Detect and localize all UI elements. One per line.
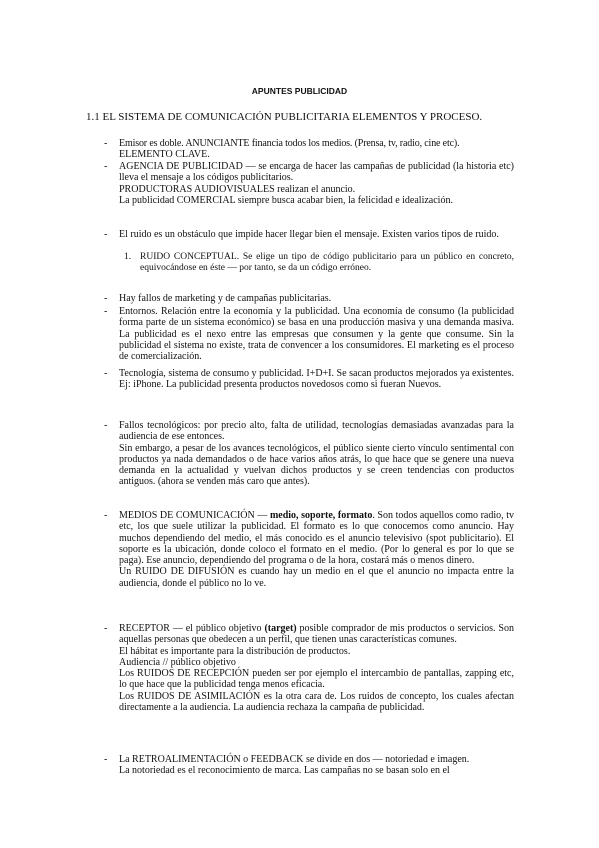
text-rest: . Son todos aquellos como radio, tv etc, los que suele utilizar la publicidad. El formato es lo que conocemos como anuncio. Hay muchos dependiendo del medio, el más conocido es el anuncio televisivo (spot publicitario). El soporte es la ubicación, donde coloco el formato en el medio. (Por lo general es por lo que se paga). Ese anuncio, dependiendo del programa o de la hora, costará más o menos dinero. [119, 510, 514, 567]
paragraph [119, 510, 514, 566]
paragraph: La RETROALIMENTACIÓN o FEEDBACK se divide en dos — notoriedad e imagen. [119, 754, 470, 765]
paragraph: El ruido es un obstáculo que impide hacer llegar bien el mensaje. Existen varios tipos de ruido. [119, 229, 499, 240]
section-heading: 1.1 EL SISTEMA DE COMUNICACIÓN PUBLICITARIA ELEMENTOS Y PROCESO. [86, 111, 483, 123]
paragraph: Audiencia // público objetivo [119, 656, 236, 668]
paragraph: Los RUIDOS DE RECEPCIÓN pueden ser por ejemplo el intercambio de pantallas, zapping etc, lo que hace que la publicidad tenga menos eficacia. [119, 668, 514, 691]
bullet-dash: - [104, 306, 108, 317]
bullet-fallos-tecnologicos [119, 420, 514, 488]
bullet-dash: - [104, 138, 108, 149]
bullet-dash: - [104, 368, 108, 379]
bullet-tecnologia [119, 368, 514, 391]
paragraph: El hábitat es importante para la distribución de productos. [119, 645, 351, 657]
bullet-dash: - [104, 161, 108, 172]
bullet-dash: - [104, 754, 108, 765]
paragraph: Entornos. Relación entre la economía y la publicidad. Una economía de consumo (la publicidad forma parte de un sistema económico) se basa en una producción masiva y una demanda masiva. La publicidad es el nexo entre las empresas que consumen y la gente que consume. Sin la publicidad el sistema no existe, trata de convencer a los consumidores. El marketing es el proceso de comercialización. [119, 306, 514, 363]
bullet-agencia [119, 161, 514, 206]
text-rest: posible comprador de mis productos o servicios. Son aquellas personas que obedecen a un perfil, que tienen unas características comunes. [119, 623, 514, 646]
text-lead: MEDIOS DE COMUNICACIÓN — [119, 510, 270, 521]
bullet-fallos-marketing [119, 293, 514, 304]
paragraph: La notoriedad es el reconocimiento de marca. Las campañas no se basan solo en el [119, 765, 450, 777]
bullet-dash: - [104, 293, 108, 304]
bold-term: medio, soporte, formato [269, 510, 373, 521]
paragraph: PRODUCTORAS AUDIOVISUALES realizan el anuncio. [119, 183, 356, 195]
paragraph: Los RUIDOS DE ASIMILACIÓN es la otra cara de. Los ruidos de concepto, los cuales afectan directamente a la audiencia. La audiencia rechaza la campaña de publicidad. [119, 690, 514, 714]
paragraph: Emisor es doble. ANUNCIANTE financia todos los medios. (Prensa, tv, radio, cine etc). [119, 138, 460, 149]
paragraph: AGENCIA DE PUBLICIDAD — se encarga de hacer las campañas de publicidad (la historia etc) lleva el mensaje a los códigos publicitarios. [119, 161, 514, 184]
list-number: 1. [124, 252, 132, 262]
bullet-dash: - [104, 510, 108, 521]
document-title: APUNTES PUBLICIDAD [251, 86, 348, 96]
paragraph: Hay fallos de marketing y de campañas publicitarias. [119, 293, 332, 304]
paragraph: Fallos tecnológicos: por precio alto, falta de utilidad, tecnologías demasiadas avanzadas para la audiencia de ese entonces. [119, 420, 514, 443]
bullet-receptor [119, 623, 514, 713]
bold-term: (target) [264, 623, 297, 634]
bullet-medios [119, 510, 514, 589]
bullet-entornos [119, 306, 514, 362]
bullet-dash: - [104, 623, 108, 634]
paragraph: Tecnología, sistema de consumo y publicidad. I+D+I. Se sacan productos mejorados ya existentes. Ej: iPhone. La publicidad presenta productos novedosos como si fueran Nuevos. [119, 368, 514, 391]
paragraph: La publicidad COMERCIAL siempre busca acabar bien, la felicidad e idealización. [119, 194, 453, 206]
paragraph [119, 623, 514, 646]
list-item-ruido-conceptual: RUIDO CONCEPTUAL. Se elige un tipo de código publicitario para un público en concreto, equivocándose en éste — por tanto, se da un código erróneo. [140, 252, 514, 274]
paragraph: Un RUIDO DE DIFUSIÓN es cuando hay un medio en el que el anuncio no impacta entre la audiencia, donde el público no lo ve. [119, 566, 514, 589]
text-lead: RECEPTOR — el público objetivo [119, 623, 265, 634]
bullet-dash: - [104, 229, 108, 240]
paragraph: Sin embargo, a pesar de los avances tecnológicos, el público siente cierto vínculo sentimental con productos ya nada demandados o de hace varios años atrás, lo que hace que se genere una nueva demanda en la actualidad y vuelvan dichos productos y se creen tendencias con productos antiguos. (ahora se venden más caro que antes). [119, 442, 514, 488]
bullet-emisor [119, 138, 514, 161]
bullet-dash: - [104, 420, 108, 431]
bullet-ruido [119, 229, 514, 240]
bullet-retroalimentacion [119, 754, 514, 777]
paragraph: ELEMENTO CLAVE. [119, 149, 210, 161]
